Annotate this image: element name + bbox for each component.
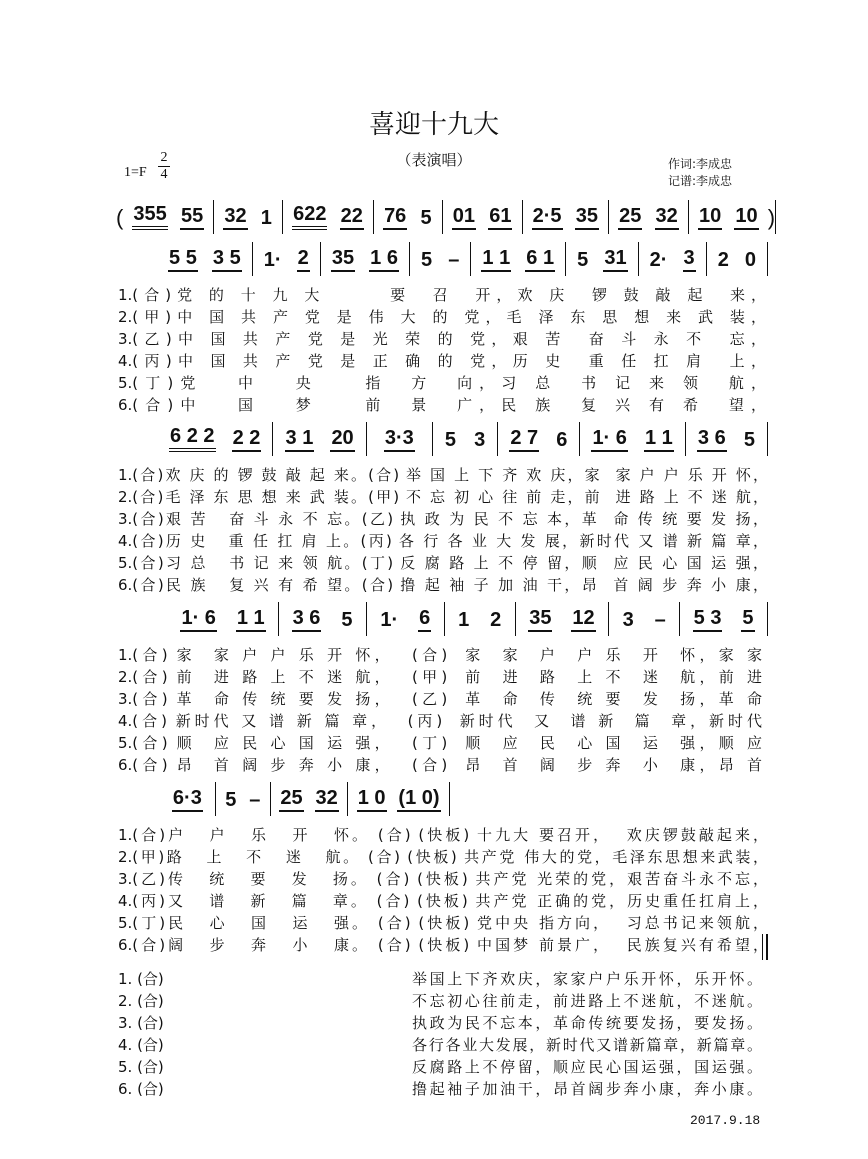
chorus-line: 撸起袖子加油干，昂首阔步奔小康，奔小康。 [412,1080,762,1098]
chorus-label: 4. (合) [118,1036,164,1054]
measure [516,602,608,636]
lyric-line: 4.(合)历 史 重 任 扛 肩 上。(丙) 各 行 各 业 大 发 展，新时代 又 谱 新 篇 章， [118,532,768,550]
notator: 记谱:李成忠 [668,174,733,188]
note-group: 3·3 [384,428,415,452]
lyrics-block-3 [118,644,762,776]
note-group: 35 [528,608,552,632]
measure [443,200,522,234]
lyric-line: 6.(合)阔 步 奔 小 康。 (合) (快板) 中国梦 前景广， 民族复兴有希望， [118,936,768,954]
measure [410,242,470,276]
lyric-line: 6.(合)中 国 梦 前 景 广，民 族 复 兴 有 希 望， [118,396,766,414]
chorus-line: 反腐路上不停留，顺应民心国运强，国运强。 [412,1058,762,1076]
lyric-line: 5.(合)习 总 书 记 来 领 航。(丁) 反 腐 路 上 不 停 留，顺 应 民 心 国 运 强， [118,554,768,572]
measure [680,602,767,636]
note-group: 1 1 [236,608,266,632]
note-group: 0 [744,249,756,271]
lyric-line: 1.(合)户 户 乐 开 怀。 (合) (快板) 十九大 要召开， 欢庆锣鼓敲起来， [118,826,768,844]
note-group: 3 5 [212,248,242,272]
lyric-line: 5.(合) 顺 应 民 心 国 运 强， (丁) 顺 应 民 心 国 运 强，顺 应 [118,734,762,752]
note-group: 1 1 [644,428,674,452]
chorus-label: 1. (合) [118,970,164,988]
measure [471,242,565,276]
measure [686,422,767,456]
note-group: 1 [458,609,470,631]
lyric-line: 1.(合) 家 家 户 户 乐 开 怀， (合) 家 家 户 户 乐 开 怀，家 家 [118,646,762,664]
lyric-line: 2.(合) 前 进 路 上 不 迷 航， (甲) 前 进 路 上 不 迷 航，前 进 [118,668,762,686]
chorus-label: 2. (合) [118,992,164,1010]
note-group: 32 [655,206,679,230]
chorus-line: 各行各业大发展，新时代又谱新篇章，新篇章。 [412,1036,762,1054]
note-group: 1· [380,609,399,631]
note-group: 5 [421,249,433,271]
notation-row-2 [158,242,768,276]
lyric-line: 3.(乙)中 国 共 产 党 是 光 荣 的 党，艰 苦 奋 斗 永 不 忘， [118,330,766,348]
measure [367,602,444,636]
note-group: 10 [698,206,722,230]
note-group: 3 1 [285,428,315,452]
measure [707,242,767,276]
note-group: 55 [180,206,204,230]
note-group: 20 [330,428,354,452]
lyrics-block-2 [118,464,768,596]
note-group: 6 1 [525,248,555,272]
note-group: (1 0) [397,788,440,812]
chorus-label: 3. (合) [118,1014,164,1032]
chorus-label: 5. (合) [118,1058,164,1076]
note-group: 5 [743,429,755,451]
note-group: 32 [315,788,339,812]
note-group: 2 2 [232,428,262,452]
lyricist: 作词:李成忠 [668,157,733,171]
lyric-line: 4.(丙)又 谱 新 篇 章。 (合) (快板) 共产党 正确的党，历史重任扛肩上， [118,892,768,910]
note-group: 35 [575,206,599,230]
notation-row-1 [116,200,776,234]
note-group: 10 [734,206,758,230]
note-group: – [249,789,261,811]
note-group: 1 0 [357,788,387,812]
chorus-line: 执政为民不忘本，革命传统要发扬，要发扬。 [412,1014,762,1032]
measure [445,602,515,636]
credits [668,156,732,190]
note-group: – [654,609,666,631]
time-top: 2 [160,150,168,165]
chorus-line: 不忘初心往前走，前进路上不迷航，不迷航。 [412,992,762,1010]
lyric-line: 5.(丁)民 心 国 运 强。 (合) (快板) 党中央 指方向， 习总书记来领航， [118,914,768,932]
measure [367,422,432,456]
repeat-bar [762,934,768,960]
note-group: 35 [331,248,355,272]
note-group: 6·3 [172,788,203,812]
note-group: 6 [418,608,431,632]
song-title: 喜迎十九大 [368,110,499,140]
note-group: 1· 6 [591,428,627,452]
note-group: 2 [717,249,729,271]
note-group: 3 [622,609,634,631]
note-group: 5 [420,207,432,229]
note-group: 2 [297,248,310,272]
note-group: 355 [132,204,167,230]
measure [160,782,215,816]
note-group: 76 [383,206,407,230]
measure [253,242,320,276]
chorus-line: 举国上下齐欢庆，家家户户乐开怀，乐开怀。 [412,970,762,988]
open-paren: ( [116,205,124,230]
measure [689,200,768,234]
lyric-line: 1.(合)党 的 十 九 大 要 召 开，欢 庆 锣 鼓 敲 起 来， [118,286,766,304]
lyric-line: 3.(合)艰 苦 奋 斗 永 不 忘。(乙) 执 政 为 民 不 忘 本，革 命 传 统 要 发 扬， [118,510,768,528]
lyric-line: 2.(甲)中 国 共 产 党 是 伟 大 的 党，毛 泽 东 思 想 来 武 装， [118,308,766,326]
measure [566,242,638,276]
note-group: 12 [571,608,595,632]
measure [123,200,213,234]
measure [168,602,278,636]
note-group: 5 [225,789,237,811]
note-group: 25 [618,206,642,230]
close-paren: ) [767,205,776,230]
measure [498,422,579,456]
note-group: 01 [452,206,476,230]
chorus-label: 6. (合) [118,1080,164,1098]
chorus-lines [412,968,762,1100]
note-group: 3 6 [292,608,322,632]
lyric-line: 2.(甲)路 上 不 迷 航。 (合) (快板) 共产党 伟大的党，毛泽东思想来武装， [118,848,768,866]
note-group: 5 [341,609,353,631]
note-group: 1· 6 [180,608,216,632]
measure [271,782,347,816]
note-group: 1 [260,207,272,229]
time-bottom: 4 [160,167,168,182]
lyrics-block-1 [118,284,766,416]
measure [609,602,679,636]
measure [214,200,282,234]
note-group: 6 [556,429,568,451]
note-group: 2 [490,609,502,631]
note-group: 3 6 [697,428,727,452]
notation-row-4 [168,602,768,636]
note-group: 5 [577,249,589,271]
notation-row-5 [160,782,450,816]
lyric-line: 1.(合)欢 庆 的 锣 鼓 敲 起 来。(合) 举 国 上 下 齐 欢 庆，家 家 户 户 乐 开 怀， [118,466,768,484]
note-group: 5 5 [168,248,198,272]
lyric-line: 6.(合)民 族 复 兴 有 希 望。(合) 撸 起 袖 子 加 油 干，昂 首 阔 步 奔 小 康， [118,576,768,594]
measure [523,200,609,234]
note-group: 2· [649,249,668,271]
lyric-line: 4.(合) 新时代 又 谱 新 篇 章， (丙) 新时代 又 谱 新 篇 章，新时代 [118,712,762,730]
measure [348,782,449,816]
note-group: 2 7 [509,428,539,452]
note-group: 3 [683,248,696,272]
measure [216,782,270,816]
bar-line [767,242,768,276]
lyric-line: 4.(丙)中 国 共 产 党 是 正 确 的 党，历 史 重 任 扛 肩 上， [118,352,766,370]
measure [609,200,688,234]
bar-line [449,782,450,816]
bar-line [767,422,768,456]
lyric-line: 6.(合) 昂 首 阔 步 奔 小 康， (合) 昂 首 阔 步 奔 小 康，昂 首 [118,756,762,774]
measure [279,602,366,636]
note-group: 31 [603,248,627,272]
lyric-line: 3.(合) 革 命 传 统 要 发 扬， (乙) 革 命 传 统 要 发 扬，革 命 [118,690,762,708]
note-group: 61 [488,206,512,230]
notation-row-3 [158,422,768,456]
subtitle: （表演唱） [396,151,472,169]
note-group: 25 [279,788,303,812]
lyric-line: 3.(乙)传 统 要 发 扬。 (合) (快板) 共产党 光荣的党，艰苦奋斗永不忘， [118,870,768,888]
lyric-line: 2.(合)毛 泽 东 思 想 来 武 装。(甲) 不 忘 初 心 往 前 走，前 进 路 上 不 迷 航， [118,488,768,506]
note-group: 1 6 [369,248,399,272]
measure [580,422,684,456]
bar-line [775,200,776,234]
measure [283,200,373,234]
note-group: 622 [292,204,327,230]
measure [433,422,497,456]
date: 2017.9.18 [690,1113,761,1128]
note-group: 32 [223,206,247,230]
note-group: 1 1 [481,248,511,272]
lyrics-block-4 [118,824,768,956]
note-group: 6 2 2 [169,426,215,452]
note-group: 1· [263,249,282,271]
measure [158,422,272,456]
chorus-labels [118,968,188,1100]
measure [639,242,706,276]
note-group: 22 [340,206,364,230]
note-group: 5 [741,608,754,632]
lyric-line: 5.(丁)党 中 央 指 方 向，习 总 书 记 来 领 航， [118,374,766,392]
note-group: 3 [474,429,486,451]
measure [321,242,409,276]
measure [374,200,442,234]
note-group: 5 [444,429,456,451]
measure [273,422,365,456]
time-signature [158,150,170,183]
key-signature: 1=F [124,165,147,180]
bar-line [767,602,768,636]
note-group: 5 3 [693,608,723,632]
note-group: 2·5 [532,206,563,230]
note-group: – [448,249,460,271]
measure [158,242,252,276]
